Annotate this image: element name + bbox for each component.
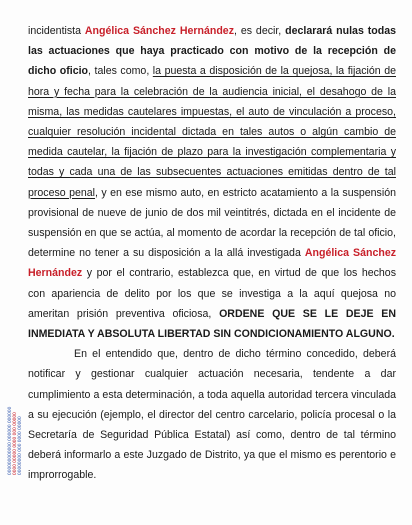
text-segment: y por el contrario, establezca que, en virtud de que los hechos con apariencia de delito por los que se investiga a la aquí quejosa no ameritan prisión preventiva oficiosa, bbox=[28, 267, 396, 320]
bold-text: ORDENE QUE SE LE DEJE EN INMEDIATA Y ABSOLUTA LIBERTAD SIN CONDICIONAMIENTO ALGUNO. bbox=[28, 307, 397, 341]
person-name: Angélica Sánchez Hernández bbox=[84, 25, 234, 37]
side-stamp-line: 00000000 000 0000 00000 bbox=[18, 416, 23, 475]
side-stamp-line: 0000 00000 0000 000 00000 bbox=[13, 412, 18, 475]
text-segment: , y en ese mismo auto, en estricto acatamiento a la suspensión provisional de nueve de junio de dos mil veintitrés, dictada en el incidente de suspensión en que se actúa, al momento de acordar la recepción de tal oficio, determine no tener a su disposición a la allá investigada bbox=[28, 186, 396, 260]
paragraph-notification bbox=[28, 344, 396, 485]
text-segment: incidentista bbox=[28, 25, 85, 37]
document-body bbox=[28, 21, 396, 486]
underlined-text: la puesta a disposición de la quejosa, la fijación de hora y fecha para la celebración de la audiencia inicial, el desahogo de la misma, las medidas cautelares impuestas, el auto de vinculación a proceso, cualquier resolución incidental dictada en tales autos o algún cambio de medida cautelar, la fijación de plazo para la investigación complementaria y todas y cada una de las subsecuentes actuaciones emitidas dentro de tal proceso penal bbox=[28, 65, 396, 199]
text-segment: , tales como, bbox=[88, 65, 153, 78]
side-stamp bbox=[9, 360, 21, 475]
text-segment: En el entendido que, dentro de dicho término concedido, deberá notificar y gestionar cualquier actuación necesaria, tendente a dar cumplimiento a esta determinación, a toda aquella autoridad tercera vinculada a su ejecución (ejemplo, el director del centro carcelario, policía procesal o la Secretaría de Seguridad Pública Estatal) así como, dentro de tal término deberá informarlo a este Juzgado de Distrito, ya que el mismo es perentorio e improrrogable. bbox=[28, 348, 396, 482]
text-segment: , es decir, bbox=[234, 25, 286, 37]
side-stamp-line: 000000000000 000000 000000 bbox=[8, 406, 13, 475]
person-name: Angélica Sánchez Hernández bbox=[28, 247, 397, 280]
bold-text: declarará nulas todas las actuaciones que haya practicado con motivo de la recepción de dicho oficio bbox=[28, 25, 396, 78]
paragraph-resolution bbox=[28, 21, 396, 344]
